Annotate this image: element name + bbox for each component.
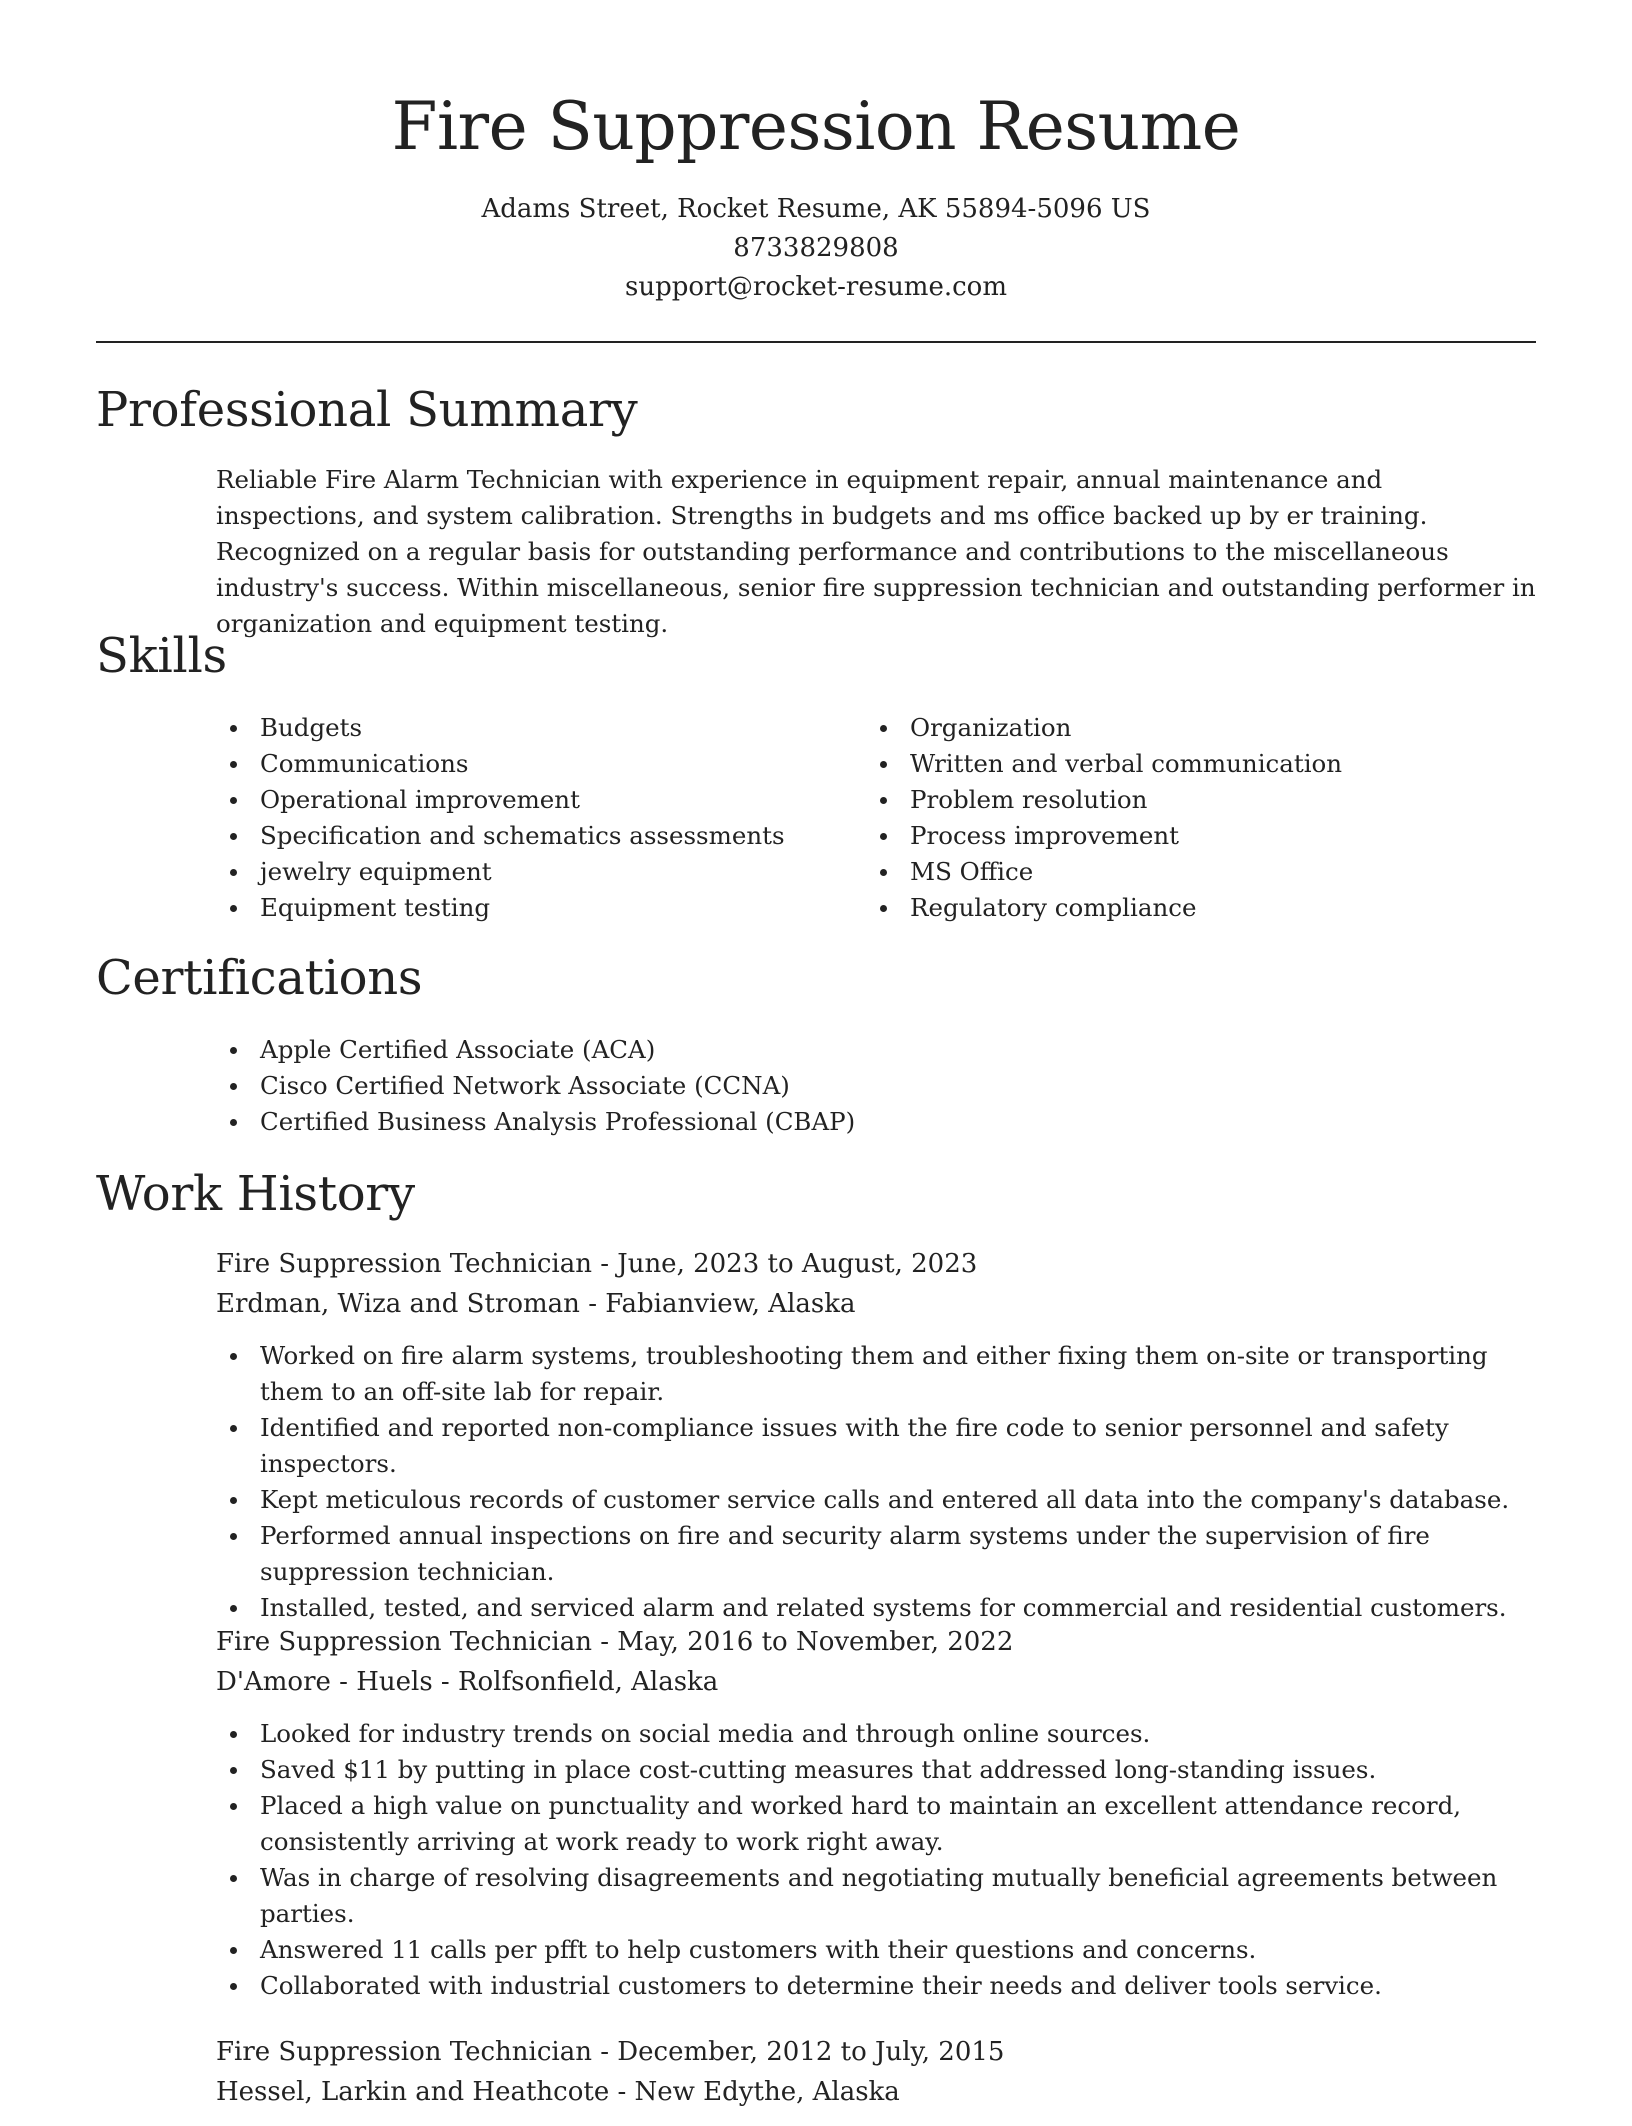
job-bullets [216,1716,1536,2004]
contact-email: support@rocket-resume.com [624,272,1007,302]
job-bullet: Collaborated with industrial customers to determine their needs and deliver tools service. [216,1968,1536,2004]
certification-item: Apple Certified Associate (ACA) [216,1032,1536,1068]
job-bullet: Answered 11 calls per pfft to help customers with their questions and concerns. [216,1932,1536,1968]
skill-item: Specification and schematics assessments [216,818,836,854]
skill-item: Written and verbal communication [866,746,1536,782]
skill-item: Organization [866,710,1536,746]
job-bullet: Worked on fire alarm systems, troubleshooting them and either fixing them on-site or transporting them to an off-site lab for repair. [216,1338,1536,1410]
job-company-line: Hessel, Larkin and Heathcote - New Edythe, Alaska [216,2077,900,2107]
skill-item: Equipment testing [216,890,836,926]
summary-heading: Professional Summary [96,382,638,438]
skill-item: Process improvement [866,818,1536,854]
job-bullet: Looked for industry trends on social media and through online sources. [216,1716,1536,1752]
job-title-line: Fire Suppression Technician - December, 2012 to July, 2015 [216,2037,1005,2067]
skills-list-left [216,710,836,926]
job-bullets [216,1338,1536,1626]
job-bullet: Installed, tested, and serviced alarm and related systems for commercial and residential customers. [216,1590,1536,1626]
job-bullet: Kept meticulous records of customer service calls and entered all data into the company's database. [216,1482,1536,1518]
job-bullet: Performed annual inspections on fire and security alarm systems under the supervision of fire suppression technician. [216,1518,1536,1590]
job-title-line: Fire Suppression Technician - June, 2023 to August, 2023 [216,1249,978,1279]
work-history-heading: Work History [96,1166,415,1222]
skill-item: Regulatory compliance [866,890,1536,926]
job-entry [216,1622,1536,2004]
certification-item: Certified Business Analysis Professional (CBAP) [216,1104,1536,1140]
skill-item: Operational improvement [216,782,836,818]
skill-item: Communications [216,746,836,782]
skills-heading: Skills [96,628,227,684]
contact-address: Adams Street, Rocket Resume, AK 55894-5096 US [481,194,1151,224]
job-company-line: D'Amore - Huels - Rolfsonfield, Alaska [216,1667,719,1697]
certification-item: Cisco Certified Network Associate (CCNA) [216,1068,1536,1104]
skill-item: jewelry equipment [216,854,836,890]
certifications-heading: Certifications [96,950,423,1006]
skills-list-right [866,710,1536,926]
resume-title: Fire Suppression Resume [391,88,1241,165]
job-bullet: Was in charge of resolving disagreements and negotiating mutually beneficial agreements between parties. [216,1860,1536,1932]
header-divider [96,341,1536,343]
skill-item: Problem resolution [866,782,1536,818]
job-title-line: Fire Suppression Technician - May, 2016 to November, 2022 [216,1627,1014,1657]
job-entry [216,1244,1536,1626]
job-bullet: Saved $11 by putting in place cost-cutting measures that addressed long-standing issues. [216,1752,1536,1788]
job-company-line: Erdman, Wiza and Stroman - Fabianview, Alaska [216,1289,856,1319]
certifications-list [216,1032,1536,1140]
skill-item: MS Office [866,854,1536,890]
contact-block [96,190,1536,307]
contact-phone: 8733829808 [733,233,899,263]
job-bullet: Placed a high value on punctuality and worked hard to maintain an excellent attendance record, consistently arriving at work ready to work right away. [216,1788,1536,1860]
summary-text: Reliable Fire Alarm Technician with experience in equipment repair, annual maintenance and inspections, and system calibration. Strengths in budgets and ms office backed up by er training. Recognized on a regular basis for outstanding performance and contributions to the miscellaneous industry's success. Within miscellaneous, senior fire suppression technician and outstanding performer in organization and equipment testing. [216,465,1536,638]
skill-item: Budgets [216,710,836,746]
job-bullet: Identified and reported non-compliance issues with the fire code to senior personnel and safety inspectors. [216,1410,1536,1482]
